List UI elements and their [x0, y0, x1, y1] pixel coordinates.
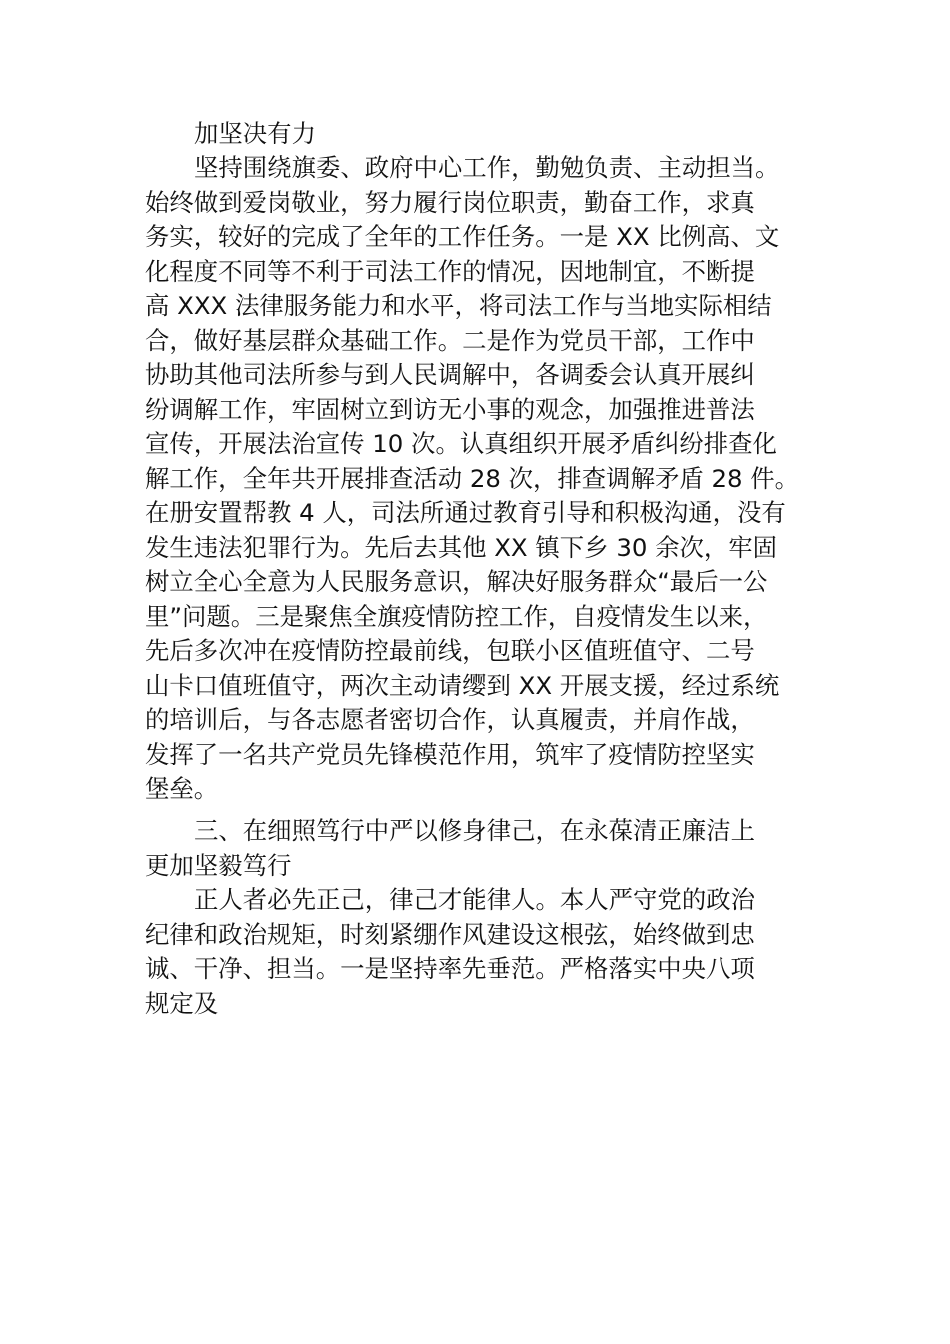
- paragraph-line: 坚持围绕旗委、政府中心工作，勤勉负责、主动担当。: [194, 153, 780, 182]
- paragraph-line: 发挥了一名共产党员先锋模范作用，筑牢了疫情防控坚实: [145, 739, 755, 769]
- paragraph-line: 始终做到爱岗敬业，努力履行岗位职责，勤奋工作，求真: [145, 187, 755, 217]
- paragraph-line: 高 XXX 法律服务能力和水平，将司法工作与当地实际相结: [145, 291, 772, 320]
- paragraph-work-duties: [145, 151, 820, 807]
- paragraph-line: 里”问题。三是聚焦全旗疫情防控工作，自疫情发生以来，: [145, 601, 768, 631]
- paragraph-line: 发生违法犯罪行为。先后去其他 XX 镇下乡 30 余次，牢固: [145, 532, 778, 562]
- heading-line: 更加坚毅笃行: [145, 850, 292, 880]
- paragraph-line: 宣传，开展法治宣传 10 次。认真组织开展矛盾纠纷排查化: [145, 429, 777, 458]
- section-heading-fragment: [145, 117, 820, 152]
- paragraph-line: 合，做好基层群众基础工作。二是作为党员干部，工作中: [145, 325, 755, 355]
- paragraph-line: 正人者必先正己，律己才能律人。本人严守党的政治: [194, 885, 755, 914]
- paragraph-line: 务实，较好的完成了全年的工作任务。一是 XX 比例高、文: [145, 222, 780, 251]
- paragraph-line: 纪律和政治规矩，时刻紧绷作风建设这根弦，始终做到忠: [145, 919, 755, 949]
- section-three-heading: [145, 814, 820, 883]
- paragraph-line: 的培训后，与各志愿者密切合作，认真履责，并肩作战，: [145, 705, 755, 734]
- paragraph-line: 诚、干净、担当。一是坚持率先垂范。严格落实中央八项: [145, 954, 755, 983]
- paragraph-line: 树立全心全意为人民服务意识，解决好服务群众“最后一公: [145, 567, 768, 596]
- paragraph-line: 协助其他司法所参与到人民调解中，各调委会认真开展纠: [145, 360, 755, 389]
- paragraph-line: 先后多次冲在疫情防控最前线，包联小区值班值守、二号: [145, 636, 755, 665]
- paragraph-line: 在册安置帮教 4 人，司法所通过教育引导和积极沟通，没有: [145, 498, 786, 527]
- paragraph-line: 山卡口值班值守，两次主动请缨到 XX 开展支援，经过系统: [145, 670, 780, 700]
- paragraph-line: 纷调解工作，牢固树立到访无小事的观念，加强推进普法: [145, 394, 755, 424]
- paragraph-line: 解工作，全年共开展排查活动 28 次，排查调解矛盾 28 件。: [145, 463, 800, 493]
- paragraph-line: 化程度不同等不利于司法工作的情况，因地制宜，不断提: [145, 256, 755, 286]
- heading-line: 三、在细照笃行中严以修身律己，在永葆清正廉洁上: [194, 816, 755, 845]
- paragraph-line: 堡垒。: [145, 774, 219, 803]
- paragraph-line: 规定及: [145, 988, 219, 1018]
- paragraph-discipline: [145, 883, 820, 1021]
- heading-line: 加坚决有力: [194, 119, 316, 148]
